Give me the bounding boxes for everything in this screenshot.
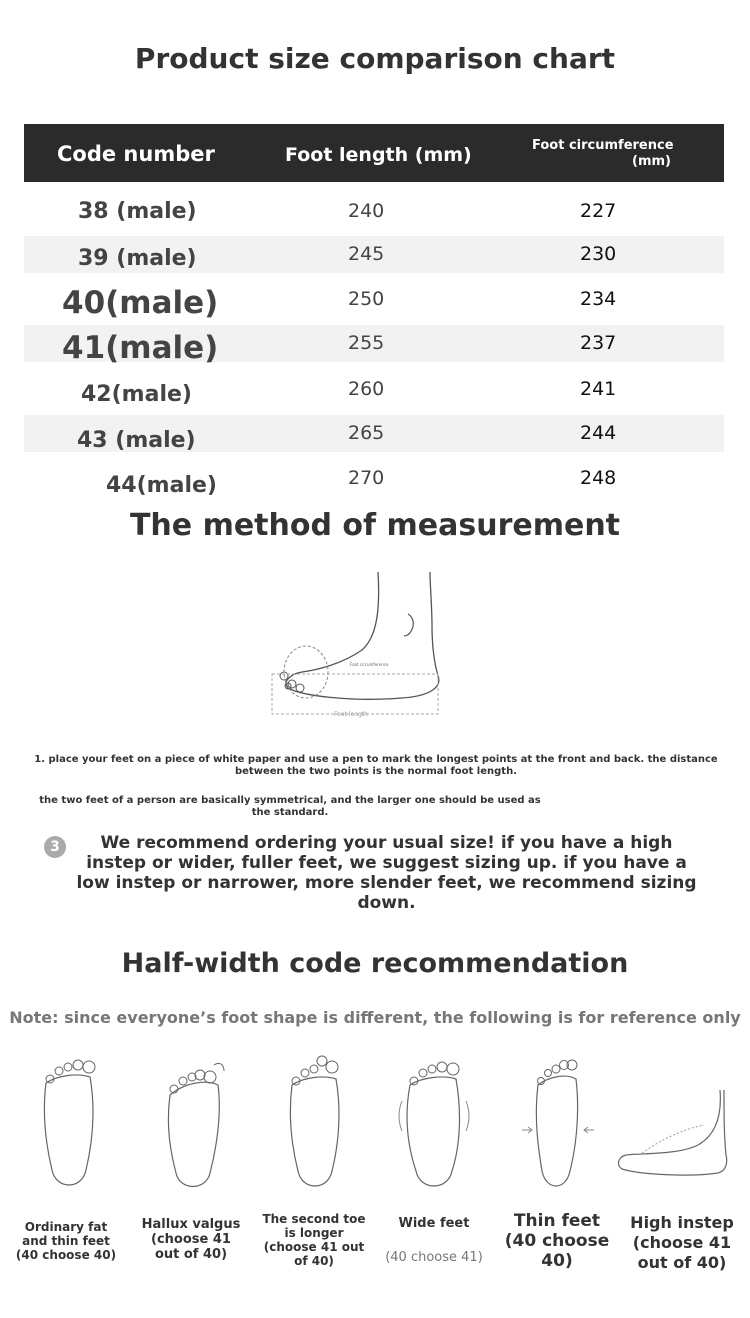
- row-code: 44(male): [106, 473, 217, 498]
- row-circ: 244: [580, 422, 617, 444]
- caption-thin: Thin feet (40 choose 40): [504, 1211, 610, 1271]
- header-code: Code number: [57, 142, 215, 166]
- row-length: 245: [348, 243, 385, 265]
- foot-ordinary-icon: [38, 1055, 98, 1195]
- half-note: Note: since everyone’s foot shape is different, the following is for reference only: [9, 1008, 741, 1027]
- foot-thin-icon: [518, 1055, 598, 1195]
- row-length: 255: [348, 332, 385, 354]
- row-length: 240: [348, 200, 385, 222]
- foot-wide-icon: [398, 1055, 470, 1195]
- step-1-text: 1. place your feet on a piece of white paper and use a pen to mark the longest points at the front and back. the distance between the two points is the normal foot length.: [34, 754, 718, 777]
- step-3-badge: 3: [44, 836, 66, 858]
- header-circ-line2: (mm): [632, 154, 671, 169]
- row-code: 39 (male): [78, 246, 197, 271]
- table-row: [24, 371, 724, 408]
- row-circ: 248: [580, 467, 617, 489]
- method-title: The method of measurement: [129, 508, 621, 543]
- table-row: [24, 281, 724, 321]
- row-length: 270: [348, 467, 385, 489]
- table-row: [24, 193, 724, 230]
- figure-length-label: Foot length: [334, 711, 368, 718]
- row-code: 42(male): [81, 382, 192, 407]
- foot-measure-illustration: [262, 566, 452, 721]
- page-title: Product size comparison chart: [134, 42, 616, 75]
- row-length: 265: [348, 422, 385, 444]
- row-circ: 227: [580, 200, 617, 222]
- foot-hallux-valgus-icon: [162, 1055, 228, 1195]
- caption-high-instep: High instep (choose 41 out of 40): [630, 1213, 734, 1272]
- header-length: Foot length (mm): [285, 144, 472, 166]
- caption-ordinary: Ordinary fat and thin feet (40 choose 40): [15, 1220, 117, 1262]
- row-code: 41(male): [62, 330, 219, 366]
- caption-wide: Wide feet: [398, 1216, 470, 1231]
- row-circ: 230: [580, 243, 617, 265]
- row-length: 250: [348, 288, 385, 310]
- table-row: [24, 460, 724, 497]
- row-code: 38 (male): [78, 199, 197, 224]
- caption-second-toe: The second toe is longer (choose 41 out of 40): [262, 1212, 366, 1268]
- table-header: [24, 124, 724, 182]
- row-code: 40(male): [62, 285, 219, 321]
- foot-high-instep-icon: [612, 1055, 732, 1195]
- header-circ-line1: Foot circumference: [532, 138, 674, 153]
- step-2-text: the two feet of a person are basically symmetrical, and the larger one should be used as the standard.: [39, 795, 541, 818]
- half-title: Half-width code recommendation: [121, 948, 629, 979]
- foot-second-toe-icon: [284, 1055, 346, 1195]
- row-circ: 234: [580, 288, 617, 310]
- row-circ: 237: [580, 332, 617, 354]
- row-length: 260: [348, 378, 385, 400]
- table-row: [24, 415, 724, 452]
- caption-wide-sub: (40 choose 41): [385, 1250, 483, 1265]
- row-circ: 241: [580, 378, 617, 400]
- row-code: 43 (male): [77, 428, 196, 453]
- step-3-text: We recommend ordering your usual size! if you have a high instep or wider, fuller feet, we suggest sizing up. if you have a low instep or narrower, more slender feet, we recommend sizing down.: [76, 833, 697, 913]
- table-row: [24, 325, 724, 366]
- figure-circ-label: Foot circumference: [350, 662, 389, 667]
- table-row: [24, 236, 724, 273]
- caption-hallux-valgus: Hallux valgus (choose 41 out of 40): [141, 1217, 241, 1262]
